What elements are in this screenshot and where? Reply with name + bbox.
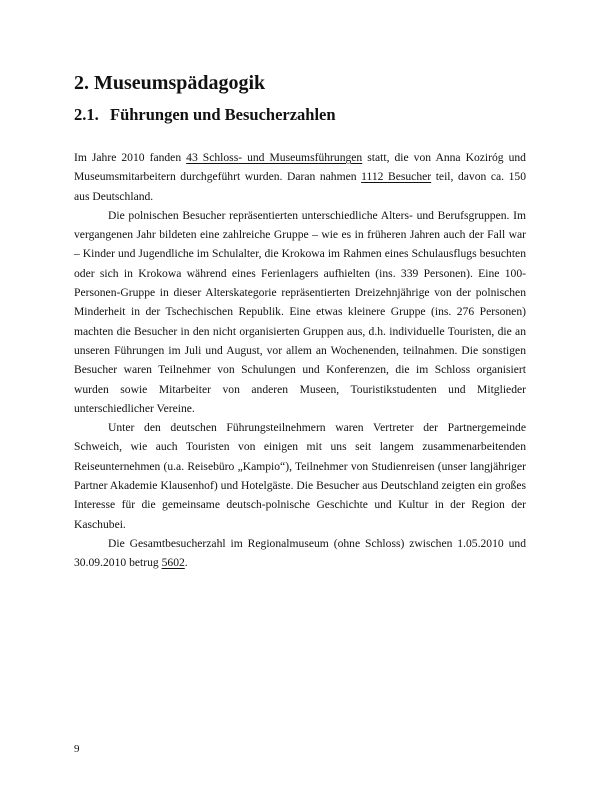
total-visitors-underlined: 5602	[161, 556, 185, 570]
paragraph-german-visitors: Unter den deutschen Führungsteilnehmern waren Vertreter der Partnergemeinde Schweich, wie auch Touristen von einigen mit uns seit langem zusammenarbeitenden Reiseunternehmen (u.a. Reisebüro „Kampio“), Teilnehmer von Studienreisen (unser langjähriger Partner Akademie Klausenhof) und Hotelgäste. Die Besucher aus Deutschland zeigten ein großes Interesse für die gemeinsame deutsch-polnische Geschichte und Kultur in der Region der Kaschubei.	[74, 421, 526, 531]
subsection-title: Führungen und Besucherzahlen	[110, 105, 336, 124]
tours-count-underlined: 43 Schloss- und Museumsführungen	[186, 151, 363, 164]
body-text	[74, 148, 526, 573]
paragraph-polish-visitors: Die polnischen Besucher repräsentierten unterschiedliche Alters- und Berufsgruppen. Im vergangenen Jahr bildeten eine zahlreiche Gruppe – wie es in früheren Jahren auch der Fall war – Kinder und Jugendliche im Schulalter, die Krokowa im Rahmen eines Schulausflugs besuchten oder sich in Krokowa während eines Ferienlagers aufhielten (ins. 339 Personen). Eine 100-Personen-Gruppe in dieser Alterskategorie repräsentierten Dreizehnjährige von der polnischen Minderheit in der Tschechischen Republik. Eine etwas kleinere Gruppe (ins. 276 Personen) machten die Besucher in den nicht organisierten Gruppen aus, d.h. individuelle Touristen, die an unseren Führungen im Juli und August, vor allem an Wochenenden, teilnahmen. Die sonstigen Besucher waren Teilnehmer von Schulungen und Konferenzen, die im Schloss organisiert wurden sowie Mitarbeiter von anderen Museen, Touristikstudenten und Mitglieder unterschiedlicher Vereine.	[74, 208, 526, 415]
paragraph-text: Im Jahre 2010 fanden	[74, 151, 187, 164]
paragraph-text: teil, davon ca. 150 aus Deutschland.	[74, 170, 526, 203]
page-number: 9	[74, 743, 80, 755]
subsection-heading	[74, 104, 336, 126]
visitors-count-underlined: 1112 Besucher	[361, 170, 432, 184]
subsection-number: 2.1.	[74, 105, 99, 124]
paragraph-total-visitors	[74, 534, 526, 573]
paragraph-text: .	[184, 556, 188, 570]
paragraph-text: statt, die von Anna Koziróg und Museumsmitarbeitern durchgeführt wurden. Daran nahmen	[74, 151, 526, 184]
section-heading: 2. Museumspädagogik	[74, 72, 266, 94]
paragraph-tours-summary	[74, 148, 526, 206]
paragraph-text: Die Gesamtbesucherzahl im Regionalmuseum (ohne Schloss) zwischen 1.05.2010 und 30.09.2010 betrug	[74, 536, 526, 570]
